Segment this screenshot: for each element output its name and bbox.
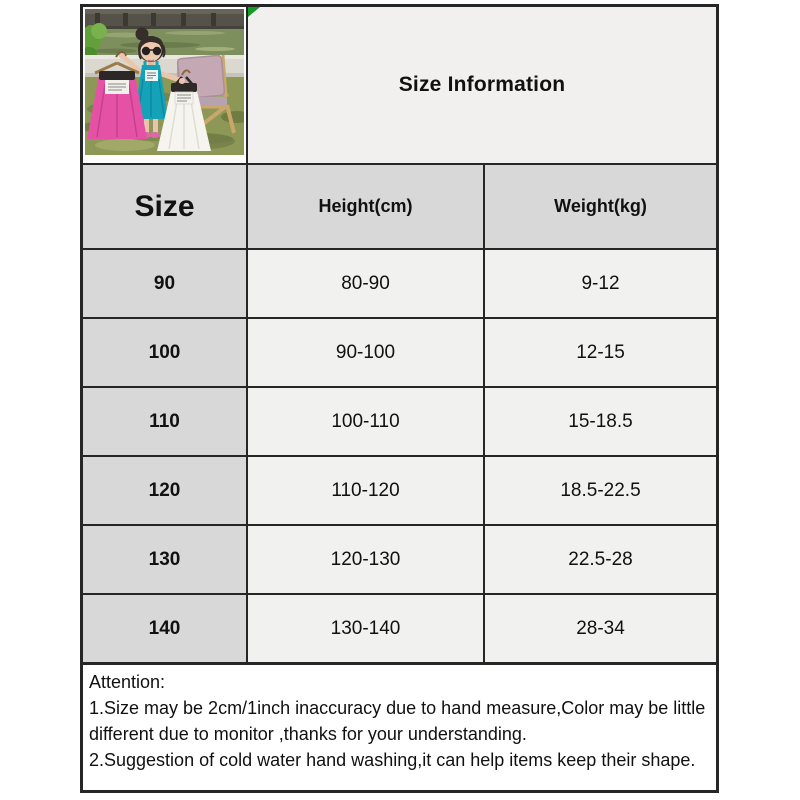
weight-value: 18.5-22.5 (483, 457, 716, 524)
attention-line: 2.Suggestion of cold water hand washing,it can help items keep their shape. (89, 750, 696, 770)
height-value: 130-140 (246, 595, 483, 662)
attention-heading: Attention: (89, 672, 166, 692)
attention-line: different due to monitor ,thanks for your understanding. (89, 724, 527, 744)
table-body (83, 248, 716, 662)
size-value: 110 (83, 388, 246, 455)
size-value: 100 (83, 319, 246, 386)
product-photo (85, 9, 244, 155)
girl-hand (119, 53, 125, 59)
height-value: 80-90 (246, 250, 483, 317)
header-height: Height(cm) (246, 165, 483, 248)
height-value: 90-100 (246, 319, 483, 386)
title-row (83, 7, 716, 163)
girl-hand (179, 78, 185, 84)
table-row (83, 248, 716, 317)
weight-value: 9-12 (483, 250, 716, 317)
height-value: 100-110 (246, 388, 483, 455)
green-corner-icon (248, 7, 260, 17)
header-weight: Weight(kg) (483, 165, 716, 248)
table-header-row (83, 163, 716, 248)
attention-note (83, 662, 716, 790)
height-value: 110-120 (246, 457, 483, 524)
size-value: 120 (83, 457, 246, 524)
title-cell (246, 7, 716, 163)
weight-value: 12-15 (483, 319, 716, 386)
header-size: Size (83, 165, 246, 248)
page-title: Size Information (398, 73, 566, 96)
table-row (83, 593, 716, 662)
table-row (83, 455, 716, 524)
table-row (83, 524, 716, 593)
size-chart-sheet (80, 4, 719, 793)
size-value: 140 (83, 595, 246, 662)
slipper (150, 132, 161, 138)
weight-value: 28-34 (483, 595, 716, 662)
weight-value: 22.5-28 (483, 526, 716, 593)
size-value: 130 (83, 526, 246, 593)
size-value: 90 (83, 250, 246, 317)
height-value: 120-130 (246, 526, 483, 593)
table-row (83, 317, 716, 386)
table-row (83, 386, 716, 455)
product-photo-cell (83, 7, 246, 163)
pier (85, 9, 244, 29)
attention-line: 1.Size may be 2cm/1inch inaccuracy due to hand measure,Color may be little (89, 698, 706, 718)
weight-value: 15-18.5 (483, 388, 716, 455)
